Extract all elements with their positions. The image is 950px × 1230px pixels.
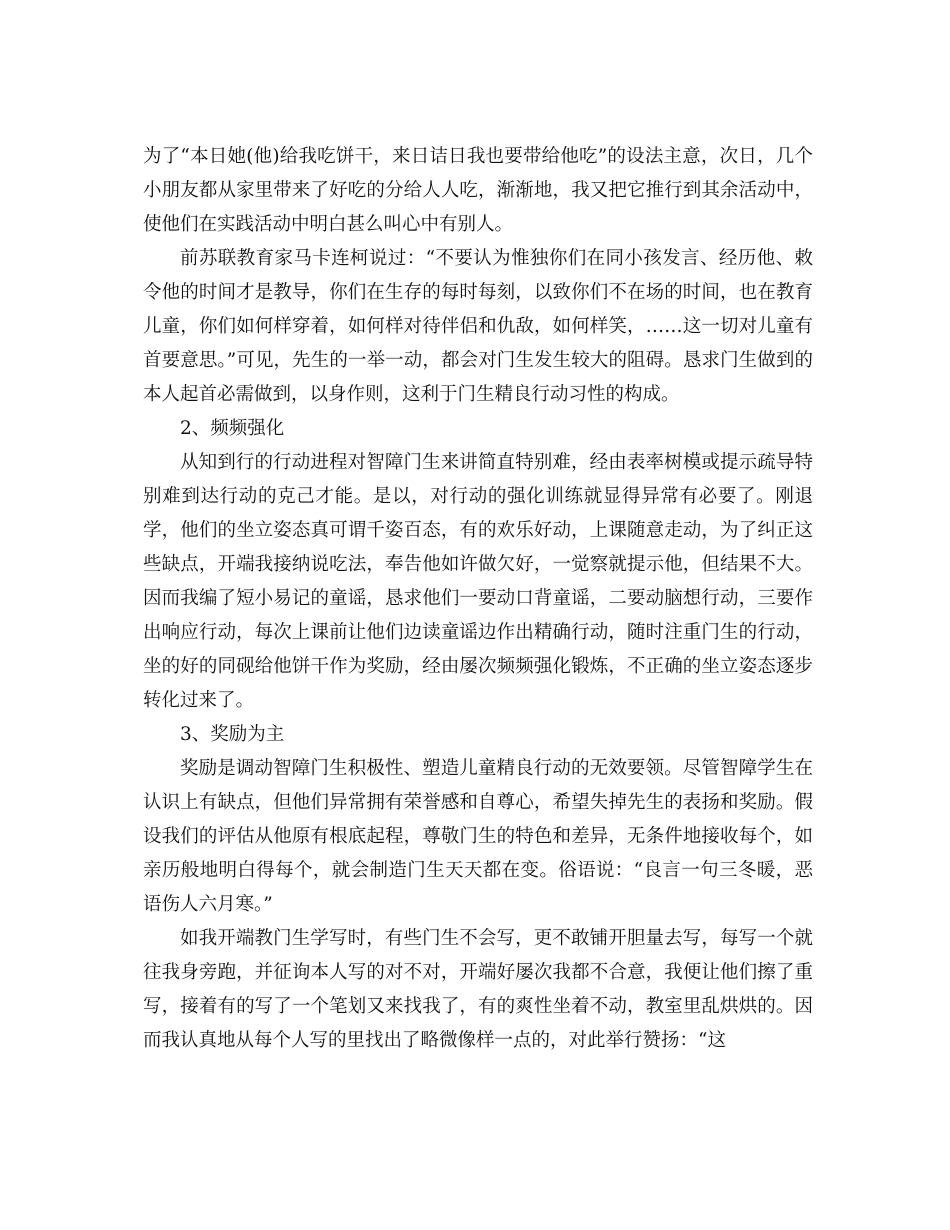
- section-heading-repeated-reinforcement: 2、频频强化: [180, 418, 285, 439]
- document-body: [143, 140, 813, 1058]
- paragraph-writing-example: 如我开端教门生学写时，有些门生不会写，更不敢铺开胆量去写，每写一个就往我身旁跑，并征询本人写的对不对，开端好屡次我都不合意，我便让他们擦了重写，接着有的写了一个笔划又来找我了，有的爽性坐着不动，教室里乱烘烘的。因而我认真地从每个人写的里找出了略微像样一点的，对此举行赞扬：“这: [143, 928, 813, 1051]
- paragraph-makarenko-quote: 前苏联教育家马卡连柯说过：“不要认为惟独你们在同小孩发言、经历他、敕令他的时间才是教导，你们在生存的每时每刻，以致你们不在场的时间，也在教育儿童，你们如何样穿着，如何样对待伴侣和仇敌，如何样笑，……这一切对儿童有首要意思。”可见，先生的一举一动，都会对门生发生较大的阻碍。恳求门生做到的本人起首必需做到，以身作则，这利于门生精良行动习性的构成。: [143, 248, 813, 405]
- paragraph-continuation: 为了“本日她(他)给我吃饼干，来日诘日我也要带给他吃”的设法主意，次日，几个小朋友都从家里带来了好吃的分给人人吃，渐渐地，我又把它推行到其余活动中，使他们在实践活动中明白甚么叫心中有别人。: [143, 146, 813, 235]
- section-heading-praise-first: 3、奖励为主: [180, 724, 285, 745]
- paragraph-praise: 奖励是调动智障门生积极性、塑造儿童精良行动的无效要领。尽管智障学生在认识上有缺点，但他们异常拥有荣誉感和自尊心，希望失掉先生的表扬和奖励。假设我们的评估从他原有根底起程，尊敬门生的特色和差异，无条件地接收每个，如亲历般地明白得每个，就会制造门生天天都在变。俗语说：“良言一句三冬暖，恶语伤人六月寒。”: [143, 758, 813, 915]
- paragraph-reinforcement: 从知到行的行动进程对智障门生来讲简直特别难，经由表率树模或提示疏导特别难到达行动的克己才能。是以，对行动的强化训练就显得异常有必要了。刚退学，他们的坐立姿态真可谓千姿百态，有的欢乐好动，上课随意走动，为了纠正这些缺点，开端我接纳说吃法，奉告他如许做欠好，一觉察就提示他，但结果不大。因而我编了短小易记的童谣，恳求他们一要动口背童谣，二要动脑想行动，三要作出响应行动，每次上课前让他们边读童谣边作出精确行动，随时注重门生的行动，坐的好的同砚给他饼干作为奖励，经由屡次频频强化锻炼，不正确的坐立姿态逐步转化过来了。: [143, 452, 813, 711]
